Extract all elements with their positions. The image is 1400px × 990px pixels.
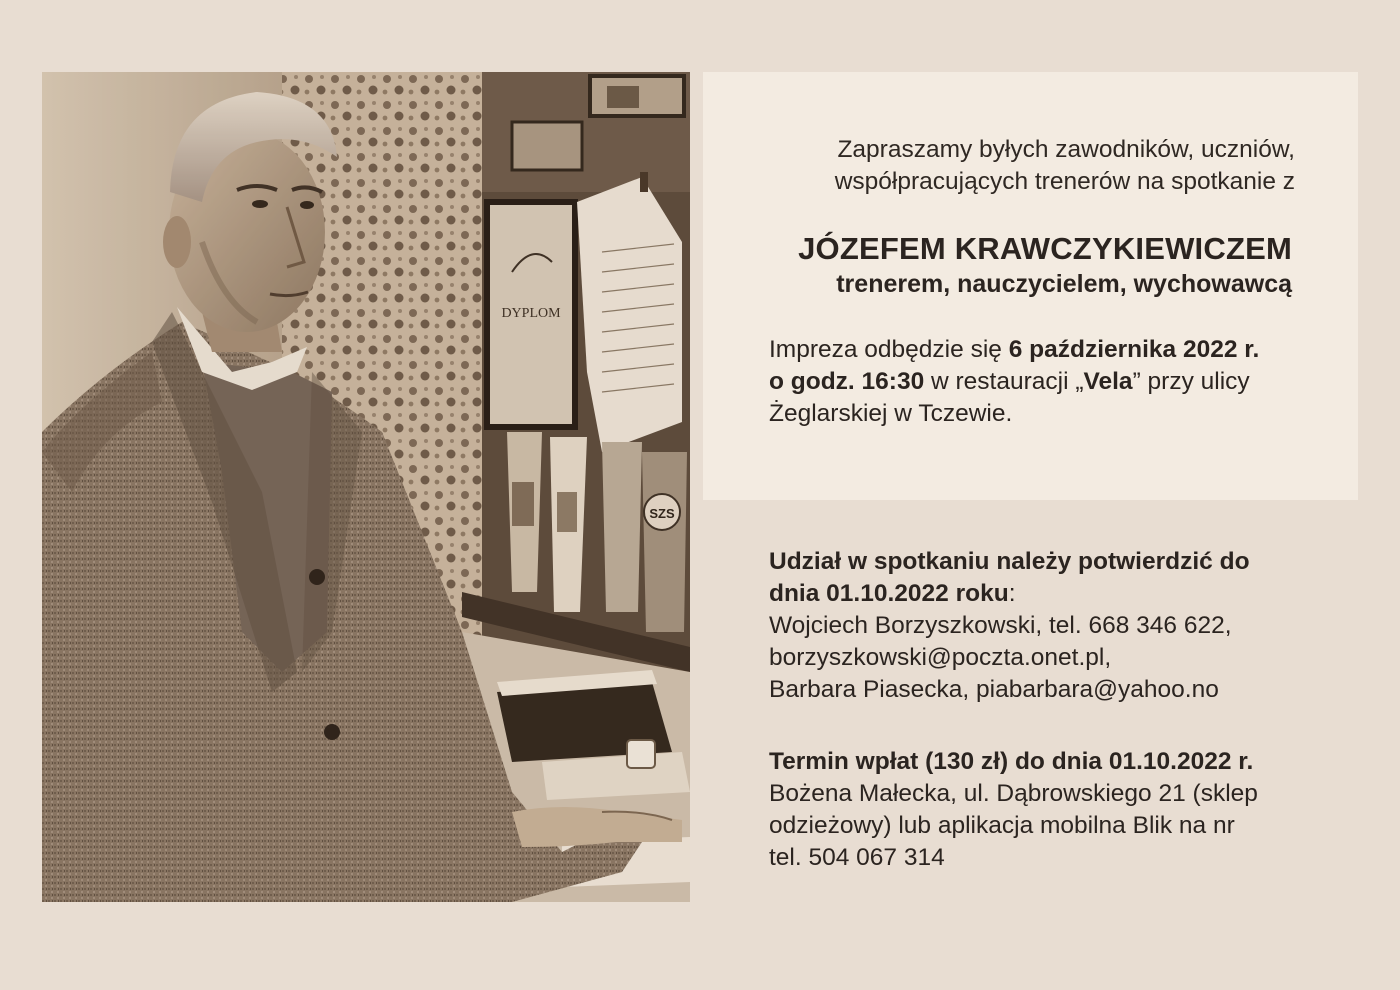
event-place-prefix: w restauracji „ xyxy=(924,368,1084,395)
rsvp-deadline-colon: : xyxy=(1008,580,1016,607)
payment-section xyxy=(769,746,1369,874)
honoree-roles: trenerem, nauczycielem, wychowawcą xyxy=(836,270,1292,298)
event-venue: Vela xyxy=(1083,368,1133,395)
portrait-photo xyxy=(42,72,690,902)
event-time: o godz. 16:30 xyxy=(769,368,925,395)
rsvp-deadline-line-1: Udział w spotkaniu należy potwierdzić do xyxy=(769,548,1250,575)
payment-line-3: tel. 504 067 314 xyxy=(769,844,945,871)
payment-line-1: Bożena Małecka, ul. Dąbrowskiego 21 (sklep xyxy=(769,780,1258,807)
diploma-label: DYPLOM xyxy=(501,306,561,321)
honoree-name: JÓZEFEM KRAWCZYKIEWICZEM xyxy=(798,231,1292,266)
intro-line-1: Zapraszamy byłych zawodników, uczniów, xyxy=(837,136,1295,163)
rsvp-section xyxy=(769,546,1369,706)
event-street: Żeglarskiej w Tczewie. xyxy=(769,400,1013,427)
honoree-block xyxy=(733,230,1292,301)
rsvp-contact-1: Wojciech Borzyszkowski, tel. 668 346 622, xyxy=(769,612,1232,639)
payment-line-2: odzieżowy) lub aplikacja mobilna Blik na nr xyxy=(769,812,1235,839)
pennant-label: SZS xyxy=(649,506,675,521)
invitation-panel xyxy=(703,72,1358,500)
intro-text xyxy=(733,134,1295,198)
rsvp-contact-1-email: borzyszkowski@poczta.onet.pl, xyxy=(769,644,1112,671)
payment-heading: Termin wpłat (130 zł) do dnia 01.10.2022 r. xyxy=(769,748,1254,775)
event-prefix: Impreza odbędzie się xyxy=(769,336,1009,363)
rsvp-contact-2: Barbara Piasecka, piabarbara@yahoo.no xyxy=(769,676,1219,703)
event-date: 6 października 2022 r. xyxy=(1008,336,1260,363)
event-place-suffix: ” przy ulicy xyxy=(1132,368,1250,395)
rsvp-deadline-line-2: dnia 01.10.2022 roku xyxy=(769,580,1009,607)
intro-line-2: współpracujących trenerów na spotkanie z xyxy=(834,168,1295,195)
event-details xyxy=(769,334,1328,430)
